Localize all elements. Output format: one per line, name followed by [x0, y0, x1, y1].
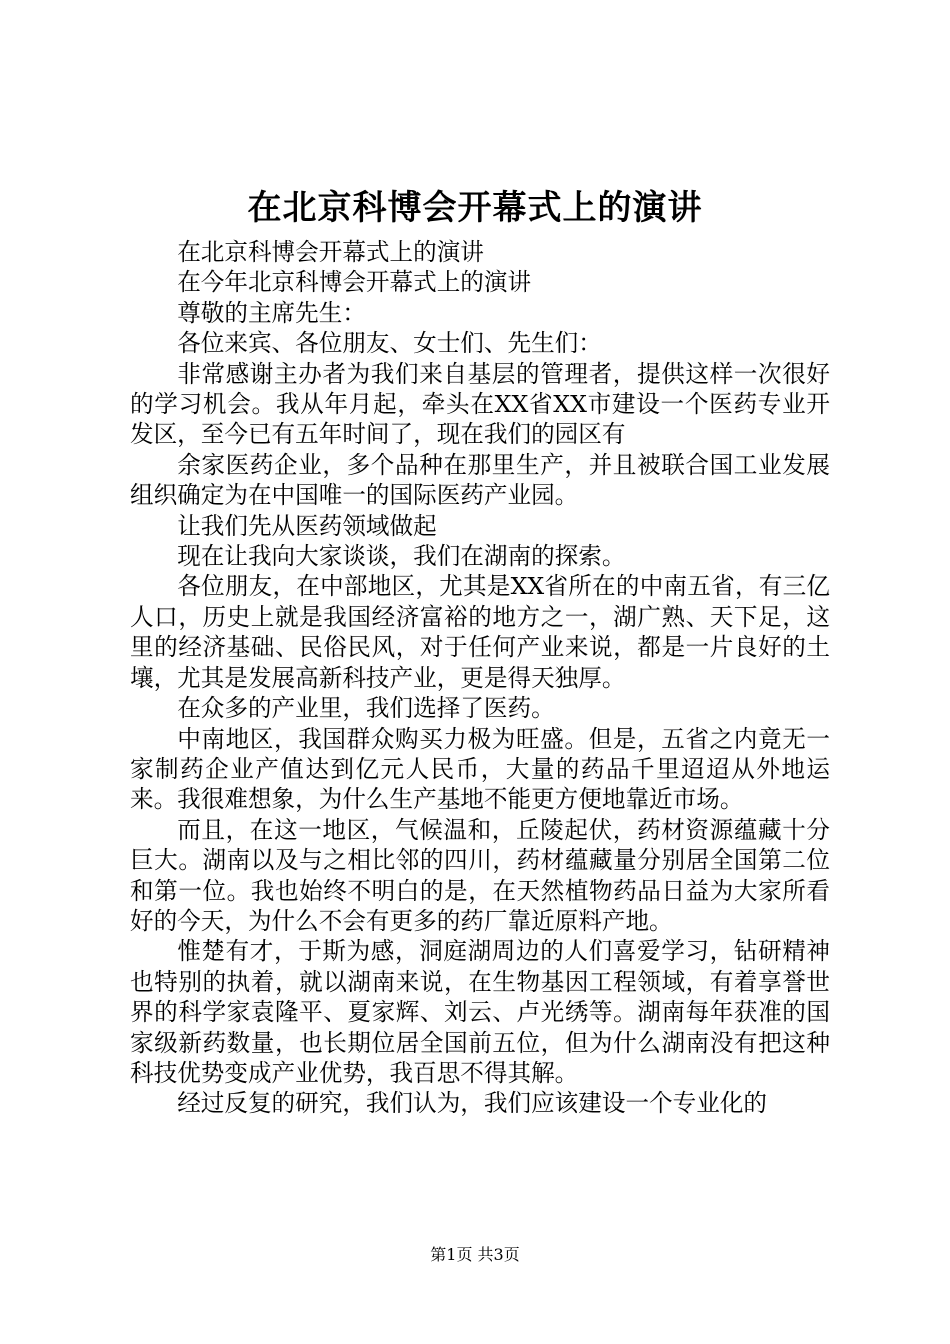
page-number-footer: 第1页 共3页: [430, 1245, 520, 1264]
paragraph: 中南地区，我国群众购买力极为旺盛。但是，五省之内竟无一家制药企业产值达到亿元人民币，大量的药品千里迢迢从外地运来。我很难想象，为什么生产基地不能更方便地靠近市场。: [130, 724, 830, 814]
paragraph: 尊敬的主席先生：: [177, 298, 366, 327]
paragraph: 而且，在这一地区，气候温和，丘陵起伏，药材资源蕴藏十分巨大。湖南以及与之相比邻的四川，药材蕴藏量分别居全国第二位和第一位。我也始终不明白的是，在天然植物药品日益为大家所看好的今天，为什么不会有更多的药厂靠近原料产地。: [130, 815, 830, 935]
paragraph: 让我们先从医药领域做起: [177, 511, 437, 540]
paragraph: 各位来宾、各位朋友、女士们、先生们：: [177, 329, 602, 358]
paragraph: 经过反复的研究，我们认为，我们应该建设一个专业化的: [177, 1089, 768, 1118]
paragraph: 在众多的产业里，我们选择了医药。: [177, 694, 555, 723]
paragraph: 余家医药企业，多个品种在那里生产，并且被联合国工业发展组织确定为在中国唯一的国际医药产业园。: [130, 450, 830, 510]
paragraph: 现在让我向大家谈谈，我们在湖南的探索。: [177, 542, 626, 571]
paragraph: 非常感谢主办者为我们来自基层的管理者，提供这样一次很好的学习机会。我从年月起，牵头在XX省XX市建设一个医药专业开发区，至今已有五年时间了，现在我们的园区有: [130, 359, 830, 449]
document-body: [130, 237, 830, 1119]
paragraph: 在今年北京科博会开幕式上的演讲: [177, 268, 532, 297]
paragraph: 在北京科博会开幕式上的演讲: [177, 238, 484, 266]
paragraph: 各位朋友，在中部地区，尤其是XX省所在的中南五省，有三亿人口，历史上就是我国经济富裕的地方之一，湖广熟、天下足，这里的经济基础、民俗民风，对于任何产业来说，都是一片良好的土壤，尤其是发展高新科技产业，更是得天独厚。: [130, 572, 830, 692]
paragraph: 惟楚有才，于斯为感，洞庭湖周边的人们喜爱学习，钻研精神也特别的执着，就以湖南来说，在生物基因工程领域，有着享誉世界的科学家袁隆平、夏家辉、刘云、卢光绣等。湖南每年获准的国家级新药数量，也长期位居全国前五位，但为什么湖南没有把这种科技优势变成产业优势，我百思不得其解。: [130, 937, 830, 1087]
document-title: 在北京科博会开幕式上的演讲: [247, 188, 703, 228]
